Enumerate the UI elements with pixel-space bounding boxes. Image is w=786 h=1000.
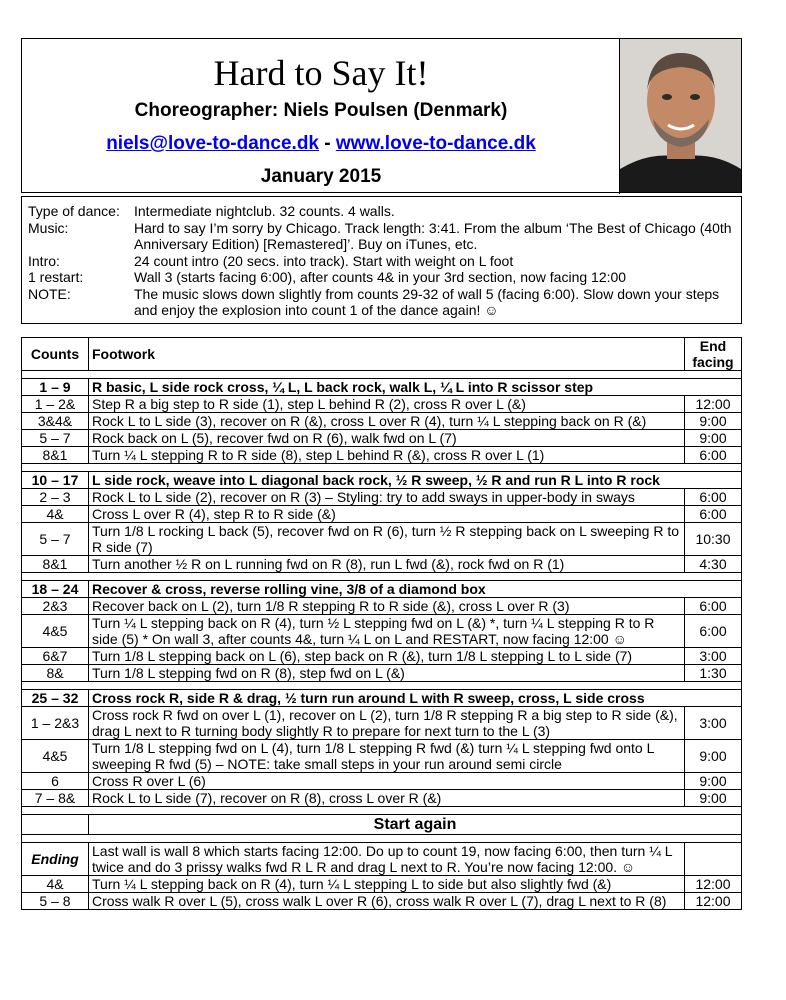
choreographer-photo (619, 39, 741, 194)
section-title: Cross rock R, side R & drag, ½ turn run around L with R sweep, cross, L side cross (89, 690, 742, 707)
step-counts: 8&1 (22, 556, 89, 573)
step-footwork: Rock L to L side (7), recover on R (8), cross L over R (&) (89, 790, 685, 807)
step-sheet-table (21, 337, 742, 910)
contact-links (22, 133, 620, 155)
step-counts: 2 – 3 (22, 489, 89, 506)
info-label: NOTE: (28, 285, 71, 302)
footwork-header: Footwork (89, 338, 685, 371)
step-row (22, 707, 742, 740)
step-facing: 1:30 (685, 665, 742, 682)
step-row (22, 430, 742, 447)
section-counts: 25 – 32 (22, 690, 89, 707)
spacer-cell (22, 464, 742, 472)
info-label: 1 restart: (28, 269, 84, 285)
spacer-cell (22, 807, 742, 815)
info-value: 24 count intro (20 secs. into track). Start with weight on L foot (134, 252, 514, 269)
step-row (22, 598, 742, 615)
section-counts: 18 – 24 (22, 581, 89, 598)
info-row (28, 220, 735, 253)
section-title: L side rock, weave into L diagonal back rock, ½ R sweep, ½ R and run R L into R rock (89, 472, 742, 489)
header-row (22, 338, 742, 371)
step-counts: 4&5 (22, 615, 89, 648)
step-footwork: Turn ¼ L stepping back on R (4), turn ¼ L stepping L to side but also slightly fwd (&) (89, 876, 685, 893)
spacer-row (22, 371, 742, 379)
section-counts: 1 – 9 (22, 379, 89, 396)
start-again-row (22, 815, 742, 835)
step-counts: 1 – 2& (22, 396, 89, 413)
ending-row (22, 843, 742, 876)
email-link[interactable]: niels@love-to-dance.dk (106, 133, 319, 154)
ending-step-row (22, 876, 742, 893)
section-title: Recover & cross, reverse rolling vine, 3/8 of a diamond box (89, 581, 742, 598)
step-counts: 5 – 7 (22, 523, 89, 556)
step-counts: 6&7 (22, 648, 89, 665)
spacer-row (22, 464, 742, 472)
step-row (22, 648, 742, 665)
step-footwork: Rock back on L (5), recover fwd on R (6), walk fwd on L (7) (89, 430, 685, 447)
step-counts: 8&1 (22, 447, 89, 464)
step-footwork: Cross R over L (6) (89, 773, 685, 790)
step-facing: 6:00 (685, 506, 742, 523)
step-counts: 7 – 8& (22, 790, 89, 807)
info-row (28, 286, 735, 319)
step-row (22, 489, 742, 506)
step-row (22, 506, 742, 523)
step-facing: 9:00 (685, 413, 742, 430)
step-footwork: Rock L to L side (3), recover on R (&), cross L over R (4), turn ¼ L stepping back on R (&) (89, 413, 685, 430)
step-row (22, 396, 742, 413)
info-label: Music: (28, 219, 69, 236)
date: January 2015 (260, 166, 382, 187)
section-row (22, 379, 742, 396)
section-title: R basic, L side rock cross, ¼ L, L back rock, walk L, ¼ L into R scissor step (89, 379, 742, 396)
step-facing: 12:00 (685, 396, 742, 413)
info-row (28, 269, 735, 286)
step-row (22, 773, 742, 790)
step-counts: 5 – 8 (22, 893, 89, 910)
step-counts: 8& (22, 665, 89, 682)
step-footwork: Turn another ½ R on L running fwd on R (8), run L fwd (&), rock fwd on R (1) (89, 556, 685, 573)
info-value: Wall 3 (starts facing 6:00), after counts 4& in your 3rd section, now facing 12:00 (134, 269, 627, 285)
blank-cell (22, 815, 89, 835)
section-row (22, 581, 742, 598)
step-footwork: Turn 1/8 L stepping fwd on R (8), step fwd on L (&) (89, 665, 685, 682)
step-footwork: Recover back on L (2), turn 1/8 R stepping R to R side (&), cross L over R (3) (89, 598, 685, 615)
section-counts: 10 – 17 (22, 472, 89, 489)
step-counts: 4& (22, 876, 89, 893)
step-facing: 9:00 (685, 740, 742, 773)
spacer-cell (22, 371, 742, 379)
ending-text: Last wall is wall 8 which starts facing 12:00. Do up to count 19, now facing 6:00, then turn ¼ L twice and do 3 prissy walks fwd R L R and drag L next to R. You’re now facing 12:00. ☺ (89, 843, 685, 876)
step-facing: 10:30 (685, 523, 742, 556)
section-row (22, 690, 742, 707)
step-facing: 6:00 (685, 489, 742, 506)
step-footwork: Step R a big step to R side (1), step L behind R (2), cross R over L (&) (89, 396, 685, 413)
info-value: The music slows down slightly from counts 29-32 of wall 5 (facing 6:00). Slow down your steps and enjoy the explosion into count 1 of the dance again! ☺ (134, 285, 720, 318)
blank-cell (685, 843, 742, 876)
header-box (21, 38, 742, 193)
step-counts: 5 – 7 (22, 430, 89, 447)
step-row (22, 790, 742, 807)
step-facing: 4:30 (685, 556, 742, 573)
step-footwork: Cross L over R (4), step R to R side (&) (89, 506, 685, 523)
spacer-row (22, 835, 742, 843)
step-facing: 3:00 (685, 707, 742, 740)
facing-header: End facing (685, 338, 742, 371)
spacer-cell (22, 682, 742, 690)
step-footwork: Turn ¼ L stepping R to R side (8), step L behind R (&), cross R over L (1) (89, 447, 685, 464)
step-footwork: Rock L to L side (2), recover on R (3) – Styling: try to add sways in upper-body in sways (89, 489, 685, 506)
portrait-image (620, 39, 741, 192)
dance-info-box (21, 196, 742, 324)
step-counts: 6 (22, 773, 89, 790)
dance-title: Hard to Say It! (213, 53, 429, 93)
step-counts: 4&5 (22, 740, 89, 773)
spacer-cell (22, 835, 742, 843)
step-counts: 2&3 (22, 598, 89, 615)
step-footwork: Cross rock R fwd on over L (1), recover on L (2), turn 1/8 R stepping R a big step to R side (&), drag L next to R turning body slightly R to prepare for next turn to the L (3) (89, 707, 685, 740)
spacer-row (22, 682, 742, 690)
info-row (28, 253, 735, 270)
step-row (22, 556, 742, 573)
step-row (22, 615, 742, 648)
link-separator: - (324, 133, 331, 154)
step-facing: 9:00 (685, 790, 742, 807)
step-facing: 6:00 (685, 598, 742, 615)
info-value: Intermediate nightclub. 32 counts. 4 walls. (134, 203, 395, 219)
step-facing: 12:00 (685, 893, 742, 910)
step-facing: 3:00 (685, 648, 742, 665)
choreographer: Choreographer: Niels Poulsen (Denmark) (134, 100, 508, 121)
step-counts: 1 – 2&3 (22, 707, 89, 740)
info-value: Hard to say I’m sorry by Chicago. Track length: 3:41. From the album ‘The Best of Chicago (40th Anniversary Edition) [Remastered]’. Buy on iTunes, etc. (134, 219, 732, 252)
info-label: Type of dance: (28, 203, 120, 219)
step-footwork: Turn 1/8 L stepping fwd on L (4), turn 1/8 L stepping R fwd (&) turn ¼ L stepping fwd onto L sweeping R fwd (5) – NOTE: take small steps in your run around semi circle (89, 740, 685, 773)
step-facing: 12:00 (685, 876, 742, 893)
step-row (22, 740, 742, 773)
info-label: Intro: (28, 252, 60, 269)
step-facing: 6:00 (685, 447, 742, 464)
step-facing: 6:00 (685, 615, 742, 648)
website-link[interactable]: www.love-to-dance.dk (335, 133, 536, 154)
ending-step-row (22, 893, 742, 910)
spacer-row (22, 807, 742, 815)
step-row (22, 665, 742, 682)
step-facing: 9:00 (685, 773, 742, 790)
counts-header: Counts (22, 338, 89, 371)
step-facing: 9:00 (685, 430, 742, 447)
step-counts: 4& (22, 506, 89, 523)
section-row (22, 472, 742, 489)
spacer-row (22, 573, 742, 581)
step-counts: 3&4& (22, 413, 89, 430)
info-row (28, 203, 735, 220)
ending-label: Ending (22, 843, 89, 876)
header-text (22, 39, 620, 188)
step-row (22, 523, 742, 556)
step-row (22, 447, 742, 464)
step-footwork: Cross walk R over L (5), cross walk L over R (6), cross walk R over L (7), drag L next to R (8) (89, 893, 685, 910)
step-footwork: Turn ¼ L stepping back on R (4), turn ½ L stepping fwd on L (&) *, turn ¼ L stepping R to R side (5) * On wall 3, after counts 4&, turn ¼ L on L and RESTART, now facing 12:00 ☺ (89, 615, 685, 648)
step-row (22, 413, 742, 430)
start-again: Start again (89, 815, 742, 835)
spacer-cell (22, 573, 742, 581)
step-footwork: Turn 1/8 L stepping back on L (6), step back on R (&), turn 1/8 L stepping L to L side (7) (89, 648, 685, 665)
step-footwork: Turn 1/8 L rocking L back (5), recover fwd on R (6), turn ½ R stepping back on L sweeping R to R side (7) (89, 523, 685, 556)
